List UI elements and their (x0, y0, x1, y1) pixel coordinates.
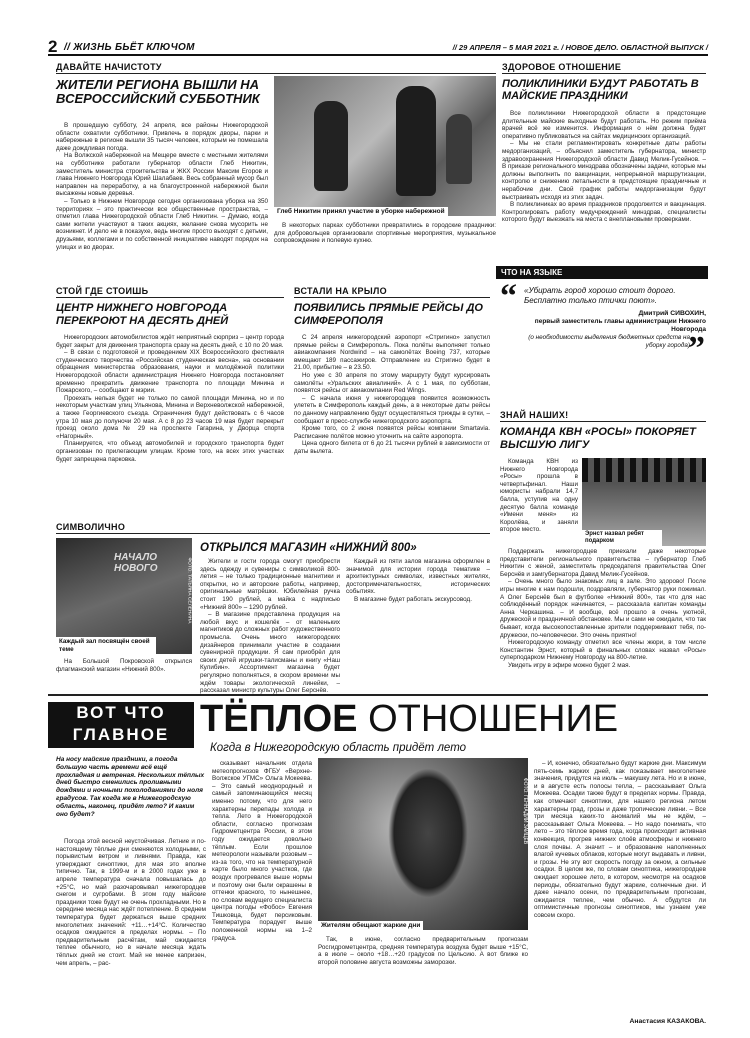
main-label-line1: ВОТ ЧТО (76, 703, 166, 722)
photo-caption: Каждый зал посвящён своей теме (56, 637, 156, 654)
paragraph: Поддержать нижегородцев приехали даже некоторые представители регионального правительства – губернатор Глеб Никитин с женой, заместитель председателя правительства Олег Берснёв и замгубернатора Давид Мелик-Гусейнов. (500, 548, 706, 578)
paragraph: Жители и гости города смогут приобрести здесь одежду и сувениры с символикой 800-летия – не только традиционные магнитики и открытки, но и авторские работы, например, оригинальные матрёшки. Юбилейная ручка стоит 190 рублей, а майка с надписью «Нижний 800» – 1290 рублей. (200, 558, 340, 611)
quote-open-icon: “ (500, 278, 517, 315)
main-lead: На носу майские праздники, а погода большую часть времени всё ещё прохладная и ветреная. Нескольких тёплых дней быстро сменились проливными дождями и ночными похолоданиями до ноля градусов. Так когда же в Нижегородскую область, наконец, придёт лето? И каким оно будет? (56, 756, 205, 818)
text-main-col3 (318, 936, 528, 1028)
text-subbotnik-col1 (56, 122, 268, 274)
paragraph: С 24 апреля нижегородский аэропорт «Стригино» запустил прямые рейсы в Симферополь. Пока полёты выполняет только авиакомпания Nordwind – на самолётах Boeing 737, которые вмещают 189 пассажиров. Отправление из Стригино будет в 21.00, прибытие – в 23.50. (294, 334, 490, 372)
paragraph: – Очень много было знакомых лиц в зале. Это здорово! После игры многие к нам подошли, поздравляли, губернатор руки пожимал. А Олег Берснёв был в футболке «Нижний 800», так что для нас соблюдённый порядок начинается, – рассказала капитан команды Анна Черкашина. – И вообще, всё прошло в очень уютной, дружеской и праздничной обстановке. Мы и сами не ожидали, что так бывает, когда высокопоставленные зрители поддерживают тебя, по-дружески, по-человечески. Это очень приятно! (500, 578, 706, 639)
section-divider (48, 694, 708, 696)
paragraph: В прошедшую субботу, 24 апреля, все районы Нижегородской области охватили субботники. Привлечь в порядок дворы, парки и набережные в регионе вышли 35 тысяч человек, которым не помешала даже дождливая погода. (56, 122, 268, 152)
text-main-col4 (534, 760, 706, 1016)
photo-shop (56, 538, 192, 654)
paragraph: Но уже с 30 апреля по этому маршруту будут курсировать самолёты «Уральских авиалиний». А с 1 мая, по субботам, появятся рейсы от авиакомпании Red Wings. (294, 371, 490, 395)
paragraph: Нижегородских автомобилистов ждёт неприятный сюрприз – центр города будет закрыт для движения транспорта сразу на десять дней, с 10 по 20 мая. (56, 334, 284, 349)
person-silhouette (396, 86, 436, 196)
paragraph: Все поликлиники Нижегородской области в предстоящие длительные майские выходные будут работать. Но режим приёма врачей всё же изменится. Информация о нём должна будет оперативно публиковаться на сайтах медицинских организаций. (502, 110, 706, 140)
paragraph: Планируется, что объезд автомобилей и городского транспорта будет организован по прилегающим улицам. Кроме того, на всех этих участках будет запрещена парковка. (56, 440, 284, 463)
tree-shape (388, 768, 468, 898)
paragraph: Цена одного билета от 6 до 21 тысячи рублей в зависимости от даты вылета. (294, 440, 490, 455)
shop-sign: НАЧАЛО НОВОГО (114, 552, 158, 574)
paragraph: Проехать нельзя будет не только по самой площади Минина, но и по некоторым участкам улиц Ульянова, Минина и Верхневолжской набережной, а также Георгиевского съезда. Ограничения будут действовать с 6 часов утра 10 мая до полуночи 20 мая. А с 8 до 23 часов 19 мая будет перекрыт проезд около дома № 29 на проспекте Гагарина, у Дворца спорта «Нагорный». (56, 394, 284, 440)
article-author: Анастасия КАЗАКОВА. (629, 1018, 706, 1025)
rubric-clinics: ЗДОРОВОЕ ОТНОШЕНИЕ (502, 62, 706, 74)
photo-subbotnik (274, 76, 503, 216)
photo-main (318, 758, 528, 930)
photo-credit: ФОТО: ТАТЬЯНА СЕЛЕНИНА (186, 557, 192, 624)
text-main-col2 (212, 760, 312, 1026)
text-shop-col1 (200, 558, 340, 695)
paragraph: На Волжской набережной на Мещере вместе с местными жителями на субботнике работали губернатор области Глеб Никитин, заместитель министра строительства и ЖКХ России Максим Егоров и глава Нижнего Новгорода Юрий Шалабаев. Весь собранный мусор был направлен на переработку, а на благоустроенной набережной были высажены новые деревья. (56, 152, 268, 198)
person-silhouette (446, 114, 472, 184)
rubric-quote (496, 266, 708, 279)
text-subbotnik-col2 (274, 222, 496, 274)
text-kvn-side (500, 458, 578, 546)
quote-author: Дмитрий СИВОХИН, (638, 310, 706, 317)
main-label-line2: ГЛАВНОЕ (72, 725, 170, 744)
paragraph: Нижегородскую команду отметил все члены жюри, в том числе Константин Эрнст, который в финальных словах назвал «Росы» суперподарком Нижнему Новгороду на 800-летие. (500, 639, 706, 662)
photo-kvn (582, 458, 706, 546)
photo-caption: Эрнст назвал ребят подарком (582, 530, 662, 546)
paragraph: В магазине будет работать экскурсовод. (354, 595, 472, 603)
rubric-center: СТОЙ ГДЕ СТОИШЬ (56, 286, 284, 298)
photo-caption: Жителям обещают жаркие дни (318, 921, 423, 930)
paragraph: Кроме того, со 2 июня появятся рейсы компании Smartavia. Расписание полётов можно уточнить на сайте аэропорта. (294, 425, 490, 440)
headline-shop: ОТКРЫЛСЯ МАГАЗИН «НИЖНИЙ 800» (200, 542, 417, 554)
main-subtitle: Когда в Нижегородскую область придёт лето (210, 742, 467, 754)
text-clinics (502, 110, 706, 258)
rubric-flights: ВСТАЛИ НА КРЫЛО (294, 286, 490, 298)
paragraph: сказывает начальник отдела метеопрогнозов ФГБУ «Верхне-Волжское УГМС» Ольга Мокеева. – Это самый неоднородный и самый запоминающийся месяц именно потому, что для него характерны перепады холода и тепла. Лето в Нижегородской области, согласно прогнозам Гидрометцентра России, в этом году ожидается довольно тёплым. Если прошлое метеорологи называли розовым – из-за того, что на температурной карте было много участков, где воздух прогревался выше нормы и поэтому они были окрашены в оттенки красного, то нынешнее, по словам ведущего специалиста центра погоды «Фобос» Евгения Тишковца, будет персиковым. Температура порадует выше положенной нормы на 1–2 градуса. (212, 760, 312, 942)
text-kvn (500, 548, 706, 686)
text-center (56, 334, 284, 516)
page-number: 2 (48, 37, 58, 56)
text-main-col1 (56, 838, 206, 1028)
headline-center: ЦЕНТР НИЖНЕГО НОВГОРОДА ПЕРЕКРОЮТ НА ДЕСЯТЬ ДНЕЙ (56, 302, 229, 327)
issue-date: // 29 АПРЕЛЯ – 5 МАЯ 2021 г. / НОВОЕ ДЕЛО. ОБЛАСТНОЙ ВЫПУСК / (452, 43, 708, 52)
rubric-subbotnik: ДАВАЙТЕ НАЧИСТОТУ (56, 62, 496, 74)
paragraph: Увидеть игру в эфире можно будет 2 мая. (508, 661, 631, 669)
main-label-box (48, 702, 194, 748)
rubric-kvn: ЗНАЙ НАШИХ! (500, 410, 706, 422)
page-header (48, 37, 708, 56)
rubric-shop: СИМВОЛИЧНО (56, 522, 490, 534)
text-shop-col2 (346, 558, 490, 688)
paragraph: Погода этой весной неустойчивая. Летние и по-настоящему тёплые дни сменяются холодными, с порывистым ветром и ливнями. Правда, как утверждают синоптики, для мая это вполне типично. Так, в 1999-м и в 2000 годах уже в апреле температура сначала повышалась до +25°С, но май разочаровывал нижегородцев снегом и сугробами. В этом году майские праздники тоже будут не очень прохладными. Но в середине месяца нас ждёт потепление. В среднем температура будет держаться выше средних многолетних значений: +11…+14°С. Количество осадков ожидается в пределах нормы. – По предварительным расчётам, май ожидается теплее обычного, но в начале месяца ждать тёплых дней не стоит. Май не менее капризен, чем апрель, – рас- (56, 838, 206, 967)
section-title: // ЖИЗНЬ БЬЁТ КЛЮЧОМ (64, 42, 195, 53)
main-headline (200, 698, 708, 740)
headline-subbotnik: ЖИТЕЛИ РЕГИОНА ВЫШЛИ НА ВСЕРОССИЙСКИЙ СУББОТНИК (56, 77, 260, 106)
photo-caption: Глеб Никитин принял участие в уборке набережной (274, 207, 448, 216)
paragraph: Так, в июне, согласно предварительным прогнозам Росгидрометцентра, средняя температура воздуха будет выше +15°С, а в июле – около +18…+20 градусов по Цельсию. А вот ближе ко второй половине августа возможны заморозки. (318, 936, 528, 966)
paragraph: – Мы не стали регламентировать конкретные даты работы медорганизаций, – объяснил заместитель губернатора, министр здравоохранения Нижегородской области Давид Мелик-Гусейнов. – В приказе регионального минздрава обозначены задачи, которые мы должны выполнить по вакцинации, непрерывной маршрутизации, контролю и снижению летальности в предстоящие праздничные и нерабочие дни. Свой график работы медорганизации будут выстраивать исходя из этих задач. (502, 140, 706, 201)
main-headline-light: ОТНОШЕНИЕ (368, 698, 619, 740)
quote-close-icon: ” (688, 330, 705, 367)
main-headline-bold: ТЁПЛОЕ (200, 698, 358, 740)
photo-credit: ФОТО: ЛИЗА ОЛОЖАНИНА (496, 84, 503, 150)
paragraph: Каждый из пяти залов магазина оформлен в значимой для истории города тематике – архитектурных символах, известных жителях, достопримечательностях, исторических событиях. (346, 558, 490, 596)
stage-lights (582, 458, 706, 482)
text-flights (294, 334, 490, 516)
headline-kvn: КОМАНДА КВН «РОСЫ» ПОКОРЯЕТ ВЫСШУЮ ЛИГУ (500, 426, 696, 451)
text-shop-intro (56, 658, 192, 678)
person-silhouette (314, 101, 348, 191)
paragraph: Команда КВН из Нижнего Новгорода «Росы» прошла в четвертьфинал. Наши юмористы набрали 14,7 балла, уступив на одну десятую балла команде «Имени меня» из Королёва, и заняли второе место. (500, 458, 578, 534)
paragraph: На Большой Покровской открылся флагманский магазин «Нижний 800». (56, 658, 192, 673)
paragraph: – Только в Нижнем Новгороде сегодня организована уборка на 350 территориях – это практически все общественные пространства, – отметил глава Нижегородской области Глеб Никитин. – Думаю, когда сами жители участвуют в таких акциях, желание снова мусорить не возникнет. И дело не в показухе, ведь многие просто выходят с детьми, друзьями, коллегами и по собственной инициативе наводят порядок на улицах и во дворах. (56, 197, 268, 251)
paragraph: – В магазине представлена продукция на любой вкус и кошелёк – от маленьких магнитиков до сложных работ художественного промысла. Очень много нижегородских дизайнеров принимали участие в создании сувенирной продукции. Я сам приобрёл для своих детей игрушки-талисманы и книгу «Наш Кулибин». Ассортимент магазина будет регулярно пополняться, в скором времени мы ждём товары экологической линейки, – рассказал министр культуры Олег Берснёв. (200, 611, 340, 695)
paragraph: – С начала июня у нижегородцев появится возможность улететь в Симферополь каждый день, а в некоторые даты рейсы по данному направлению будут осуществляться трижды в сутки, – сообщают в пресс-службе нижегородского аэропорта. (294, 394, 490, 425)
quote-note: (о необходимости выделения бюджетных средств на уборку города) (528, 334, 690, 349)
paragraph: В поликлиниках во время праздников продолжится и вакцинация. Контролировать работу медучреждений минздрав, специалисты которого будут выезжать на места с внеплановыми проверками. (502, 201, 706, 224)
paragraph: – И, конечно, обязательно будут жаркие дни. Максимум пять-семь жарких дней, как показывает многолетние значения, придутся на июль – макушку лета. Но и в июне, и в августе есть полосы тепла, – рассказывает Ольга Мокеева. Осадки также будут в пределах нормы. Правда, как отмечают синоптики, для нашего региона летом характерны град, грозы и даже тропические ливни. – Все три месяца каких-то аномалий мы не ждём, – рассказывает Ольга Мокеева. – Но надо понимать, что лето – это тёплое время года, когда происходит активная конвекция, прогрев нижних слоёв атмосферы и нижнего слоя почвы. А значит – и образование наполненных влагой кучевых облаков, которые могут выдавать и ливни, и грозы. Не эту вот скорость погоду за окном, а сильные осадки. В целом же, по словам синоптика, нижегородцев ожидает хорошее лето, в котором, несмотря на осадков периоды, обязательно будут жаркие, солнечные дни. И даже начало осени, по предварительным прогнозам, ожидается теплее, чем обычно. А сбудутся ли оптимистичные прогнозы синоптиков, мы узнаем уже совсем скоро. (534, 760, 706, 919)
rubric-quote-label: ЧТО НА ЯЗЫКЕ (501, 268, 563, 277)
headline-clinics: ПОЛИКЛИНИКИ БУДУТ РАБОТАТЬ В МАЙСКИЕ ПРАЗДНИКИ (502, 78, 699, 102)
quote-text: «Убирать город хорошо стоит дорого. Бесплатно только птички поют». (524, 286, 676, 305)
headline-flights: ПОЯВИЛИСЬ ПРЯМЫЕ РЕЙСЫ ДО СИМФЕРОПОЛЯ (294, 302, 483, 327)
paragraph: – В связи с подготовкой и проведением XIX Всероссийского фестиваля студенческого творчества «Российская студенческая весна», на основании обращения министерства образования, науки и молодёжной политики Нижегородской области администрация Нижнего Новгорода постановляет временно прекратить движение транспорта по площади Минина и Пожарского, – сообщают в мэрии. (56, 349, 284, 395)
paragraph: В некоторых парках субботники превратились в городские праздники: для добровольцев организовали спортивные мероприятия, музыкальное сопровождение и полевую кухню. (274, 222, 496, 245)
photo-credit: ФОТО: ГЕННАДИЙ ЗАЙЦЕВ (521, 777, 528, 845)
quote-role: первый заместитель главы администрации Нижнего Новгорода (534, 318, 706, 333)
